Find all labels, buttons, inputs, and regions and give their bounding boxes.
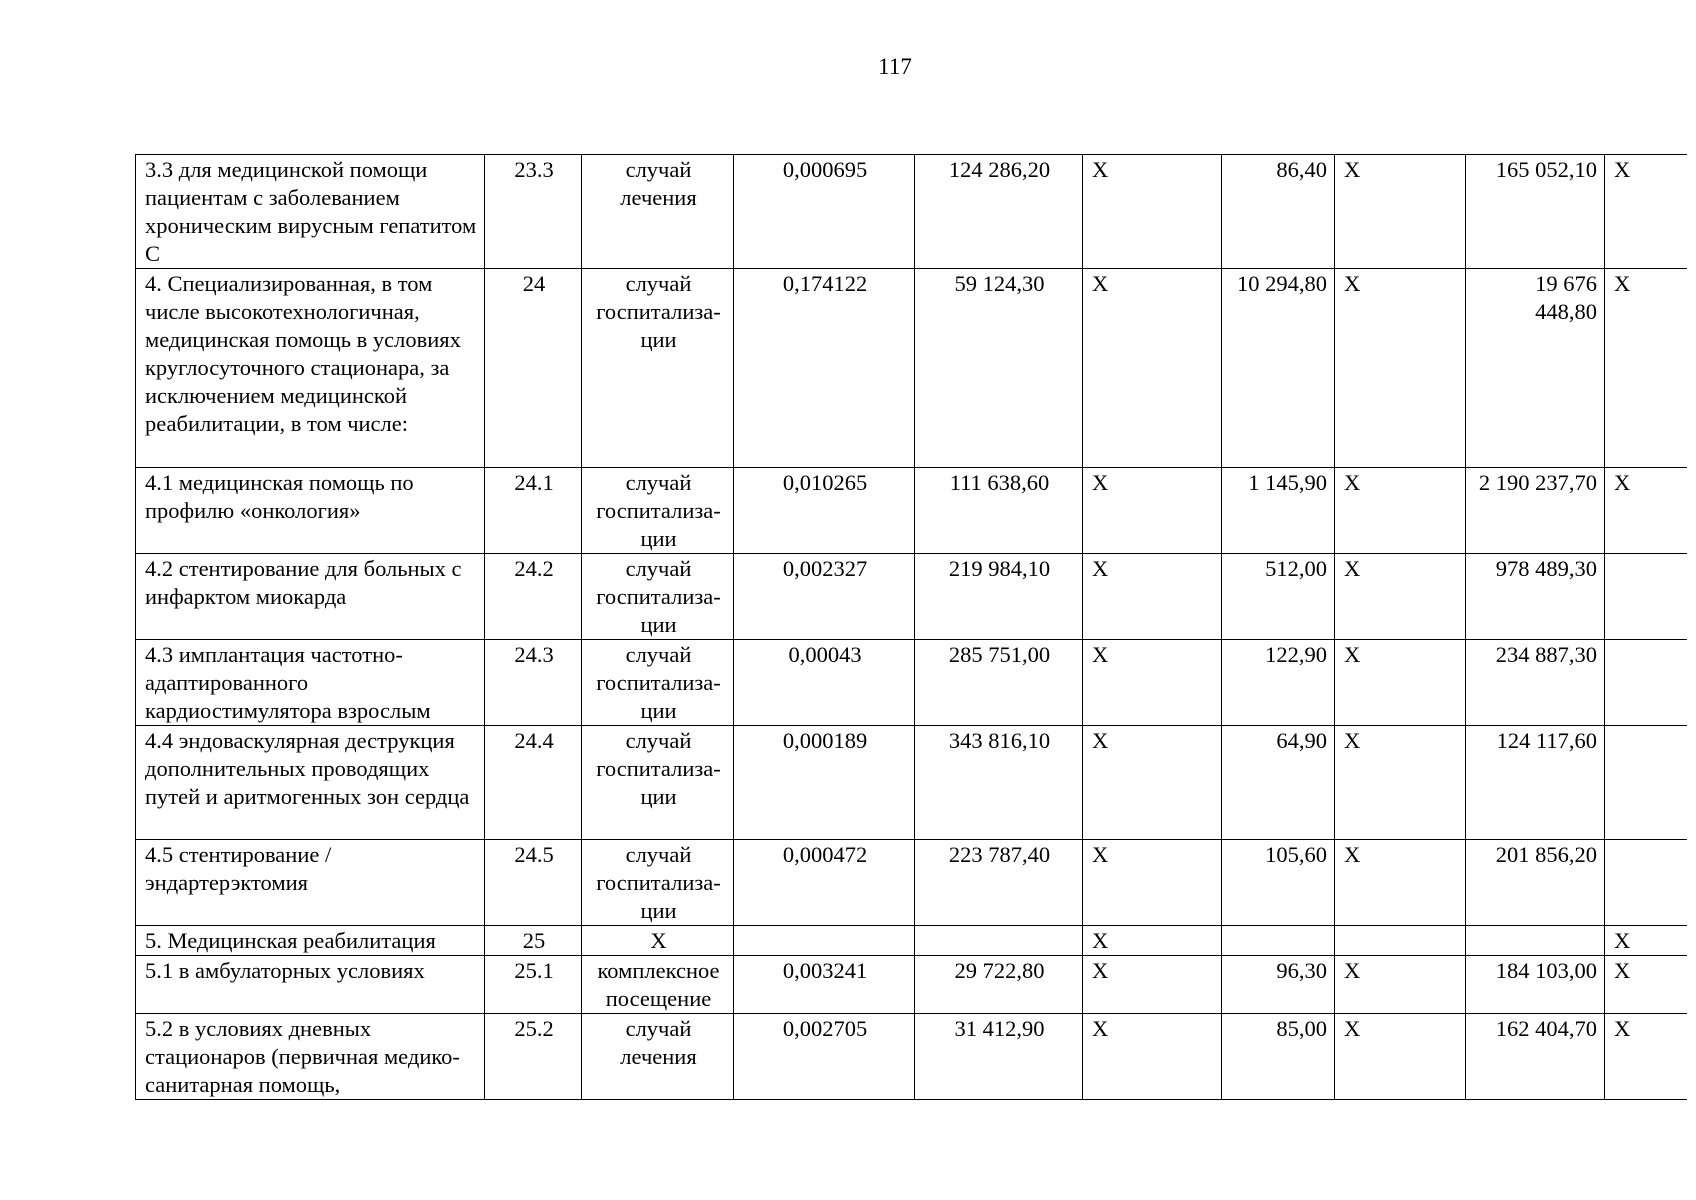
cell-x: X [1335, 269, 1466, 468]
cell-total: 165 052,10 [1466, 155, 1605, 269]
cell-cost: 223 787,40 [915, 840, 1083, 926]
cell-rate: 0,00043 [734, 640, 915, 726]
cell-total: 978 489,30 [1466, 554, 1605, 640]
cell-code: 25.2 [485, 1014, 582, 1100]
table-row [136, 726, 1687, 840]
cell-x [1605, 554, 1687, 640]
cell-x: X [1335, 840, 1466, 926]
cell-code: 24.3 [485, 640, 582, 726]
table-row [136, 269, 1687, 468]
cell-cost: 31 412,90 [915, 1014, 1083, 1100]
cell-x: X [1083, 269, 1222, 468]
cell-unit: комплексное посещение [582, 956, 734, 1014]
cell-code: 24.1 [485, 468, 582, 554]
table-row [136, 468, 1687, 554]
cell-name: 4.2 стентирование для больных с инфарктом миокарда [136, 554, 485, 640]
cell-x: X [1335, 726, 1466, 840]
cell-unit: случай госпитализа-ции [582, 726, 734, 840]
cell-cost: 111 638,60 [915, 468, 1083, 554]
cell-per-capita: 64,90 [1222, 726, 1335, 840]
cell-total: 234 887,30 [1466, 640, 1605, 726]
cell-name: 4.5 стентирование / эндартерэктомия [136, 840, 485, 926]
cell-x: X [1605, 155, 1687, 269]
cell-per-capita: 512,00 [1222, 554, 1335, 640]
cell-rate: 0,000695 [734, 155, 915, 269]
cell-rate: 0,010265 [734, 468, 915, 554]
cell-per-capita: 1 145,90 [1222, 468, 1335, 554]
cell-x: X [1083, 1014, 1222, 1100]
page-number: 117 [878, 54, 912, 79]
cell-name: 4.3 имплантация частотно-адаптированного кардиостимулятора взрослым [136, 640, 485, 726]
cell-rate: 0,002705 [734, 1014, 915, 1100]
cell-unit: случай госпитализа-ции [582, 269, 734, 468]
cell-per-capita: 86,40 [1222, 155, 1335, 269]
cell-x [1605, 726, 1687, 840]
cell-code: 24.5 [485, 840, 582, 926]
cell-x: X [1605, 926, 1687, 956]
table-row [136, 1014, 1687, 1100]
cell-cost: 343 816,10 [915, 726, 1083, 840]
table-row [136, 926, 1687, 956]
cell-name: 4.4 эндоваскулярная деструкция дополнительных проводящих путей и аритмогенных зон сердца [136, 726, 485, 840]
cell-code: 24.2 [485, 554, 582, 640]
cell-unit: X [582, 926, 734, 956]
cell-x [1605, 840, 1687, 926]
cell-total: 162 404,70 [1466, 1014, 1605, 1100]
cell-x: X [1335, 640, 1466, 726]
table-row [136, 840, 1687, 926]
cell-x: X [1605, 1014, 1687, 1100]
cell-total [1466, 926, 1605, 956]
cell-code: 23.3 [485, 155, 582, 269]
table-row [136, 155, 1687, 269]
cell-per-capita: 105,60 [1222, 840, 1335, 926]
cell-rate [734, 926, 915, 956]
cell-per-capita: 85,00 [1222, 1014, 1335, 1100]
cell-x: X [1335, 554, 1466, 640]
cell-x: X [1605, 956, 1687, 1014]
cell-code: 24 [485, 269, 582, 468]
cell-x: X [1083, 554, 1222, 640]
cell-rate: 0,002327 [734, 554, 915, 640]
cell-code: 25 [485, 926, 582, 956]
cell-name: 4.1 медицинская помощь по профилю «онкология» [136, 468, 485, 554]
cell-total: 19 676 448,80 [1466, 269, 1605, 468]
cell-name: 5.1 в амбулаторных условиях [136, 956, 485, 1014]
cell-code: 25.1 [485, 956, 582, 1014]
table-body [136, 155, 1687, 1100]
cell-name: 4. Специализированная, в том числе высокотехнологичная, медицинская помощь в условиях круглосуточного стационара, за исключением медицинской реабилитации, в том числе: [136, 269, 485, 468]
cell-unit: случай госпитализа-ции [582, 554, 734, 640]
cell-x: X [1083, 840, 1222, 926]
cell-x: X [1083, 468, 1222, 554]
cell-total: 184 103,00 [1466, 956, 1605, 1014]
cell-per-capita: 10 294,80 [1222, 269, 1335, 468]
financing-table [135, 154, 1687, 1100]
cell-per-capita [1222, 926, 1335, 956]
cell-x [1335, 926, 1466, 956]
cell-x: X [1335, 468, 1466, 554]
cell-x: X [1605, 468, 1687, 554]
cell-rate: 0,000189 [734, 726, 915, 840]
cell-rate: 0,000472 [734, 840, 915, 926]
cell-unit: случай госпитализа-ции [582, 640, 734, 726]
cell-x [1605, 640, 1687, 726]
cell-x: X [1335, 1014, 1466, 1100]
cell-unit: случай лечения [582, 1014, 734, 1100]
cell-per-capita: 96,30 [1222, 956, 1335, 1014]
cell-total: 201 856,20 [1466, 840, 1605, 926]
cell-total: 124 117,60 [1466, 726, 1605, 840]
cell-name: 3.3 для медицинской помощи пациентам с заболеванием хроническим вирусным гепатитом С [136, 155, 485, 269]
cell-cost: 29 722,80 [915, 956, 1083, 1014]
cell-name: 5. Медицинская реабилитация [136, 926, 485, 956]
cell-cost: 285 751,00 [915, 640, 1083, 726]
cell-x: X [1083, 640, 1222, 726]
cell-total: 2 190 237,70 [1466, 468, 1605, 554]
cell-x: X [1335, 956, 1466, 1014]
table-row [136, 640, 1687, 726]
cell-cost: 219 984,10 [915, 554, 1083, 640]
cell-cost [915, 926, 1083, 956]
cell-rate: 0,003241 [734, 956, 915, 1014]
cell-per-capita: 122,90 [1222, 640, 1335, 726]
cell-x: X [1083, 726, 1222, 840]
cell-x: X [1083, 956, 1222, 1014]
cell-unit: случай госпитализа-ции [582, 468, 734, 554]
cell-code: 24.4 [485, 726, 582, 840]
cell-cost: 124 286,20 [915, 155, 1083, 269]
cell-unit: случай лечения [582, 155, 734, 269]
cell-unit: случай госпитализа-ции [582, 840, 734, 926]
cell-x: X [1083, 926, 1222, 956]
cell-cost: 59 124,30 [915, 269, 1083, 468]
cell-name: 5.2 в условиях дневных стационаров (первичная медико-санитарная помощь, [136, 1014, 485, 1100]
cell-x: X [1083, 155, 1222, 269]
cell-rate: 0,174122 [734, 269, 915, 468]
cell-x: X [1335, 155, 1466, 269]
cell-x: X [1605, 269, 1687, 468]
table-row [136, 956, 1687, 1014]
table-row [136, 554, 1687, 640]
